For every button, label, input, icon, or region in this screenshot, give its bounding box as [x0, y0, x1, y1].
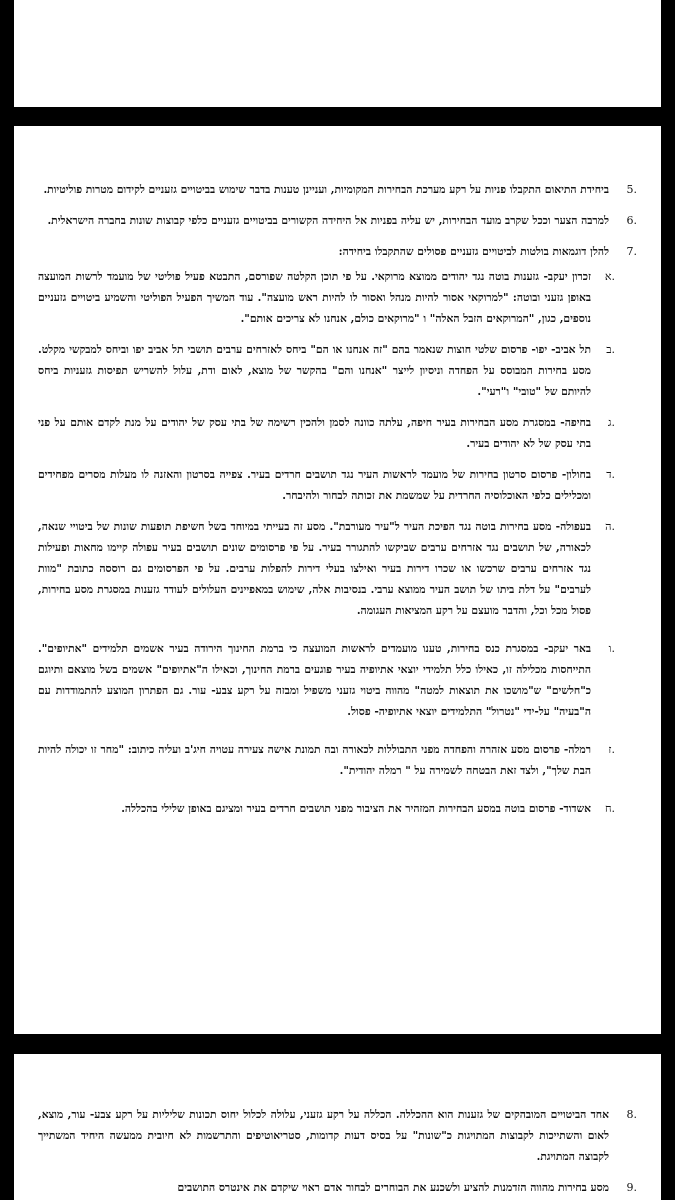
item-text: ביחידת התיאום התקבלו פניות על רקע מערכת הבחירות המקומיות, ועניינן טענות בדבר שימוש בביטויים גזעניים לקידום מטרות פוליטיות.: [43, 183, 609, 196]
sub-item-text: באר יעקב- במסגרת כנס בחירות, טענו מועמדים לראשות המועצה כי ברמת החינוך הירודה בעיר אשמים תלמידים "אתיופים". התייחסות מכלילה זו, כאילו כלל תלמידי יוצאי אתיופיה בעיר פוגעים ברמת החינוך, וכאילו ה"אתיופים" אשמים בשל מוצאם ותיוגם כ"חלשים" ש"מושכו את תוצאות למטה" מהווה ביטוי גזעני משפיל ומבזה על רקע צבע- עור. גם הפתרון המוצע להתמודדות עם ה"בעיה" על-ידי "נטרול" התלמידים יוצאי אתיופיה- פסול.: [38, 642, 591, 718]
item-number: 6.: [626, 214, 637, 227]
sub-item-text: תל אביב- יפו- פרסום שלטי חוצות שנאמר בהם "זה אנחנו או הם" ביחס לאזרחים ערבים תושבי תל אביב יפו וביחס למבקשי מקלט. מסע בחירות המבוסס על הפחדה וניסיון לייצר "אנחנו והם" בהקשר של מוצא, לאום ודת, עלול להשריש תפיסות גזעניות ביחס להיותם של "טובי" ו"רעי".: [38, 343, 591, 398]
sub-item-text: בחיפה- במסגרת מסע הבחירות בעיר חיפה, עלתה כוונה לסמן ולהכין רשימה של בתי עסק של יהודים על מנת לקדם אותם על פני בתי עסק של לא יהודים בעיר.: [38, 416, 591, 450]
document-page-current: [14, 126, 661, 1034]
sub-item-letter: ד.: [606, 468, 615, 481]
list-item: [38, 241, 637, 262]
list-item: [38, 1104, 637, 1167]
item-text: מסע בחירות מהווה הזדמנות להציע ולשכנע את הבוחרים לבחור אדם ראוי שיקדם את אינטרס התושבים: [177, 1181, 609, 1194]
sub-item-text: רמלה- פרסום מסע אזהרה והפחדה מפני התבוללות לכאורה ובה תמונת אישה צעירה עטויה חיג'ב ועליה כיתוב: "מחר זו יכולה להיות הבת שלך", ולצד זאת הבטחה לשמירה על " רמלה יהודית".: [38, 743, 591, 777]
document-page-next: [14, 1054, 661, 1200]
list-item: [38, 179, 637, 200]
sub-list-item: [38, 638, 615, 722]
item-number: 5.: [626, 183, 637, 196]
sub-list-item: [38, 266, 615, 329]
sub-item-letter: ז.: [608, 743, 615, 756]
page-content: [38, 179, 637, 829]
sub-item-letter: ג.: [607, 416, 615, 429]
sub-list-item: [38, 412, 615, 454]
item-number: 7.: [626, 245, 637, 258]
sub-item-letter: ח.: [604, 802, 615, 815]
sub-list-item: [38, 798, 615, 819]
sub-item-text: אשדוד- פרסום בוטה במסע הבחירות המזהיר את הציבור מפני תושבים חרדים בעיר ומציגם באופן שלילי בהכללה.: [121, 802, 591, 815]
sub-item-letter: ב.: [606, 343, 615, 356]
sub-item-text: בעפולה- מסע בחירות בוטה נגד הפיכת העיר ל"עיר מעורבת". מסע זה בעייתי במיוחד בשל חשיפת תופעות שונות של ביטויי שנאה, לכאורה, של תושבים נגד אזרחים ערבים שביקשו להתגורר בעיר. על פי פרסומים שונים תושבים בעיר עפולה קיימו מחאות ופעילות נגד אזרחים ערבים שרכשו או שכרו דירות בעיר ואילצו בעלי דירות להפלות ערבים. על פי הפרסומים גם רוססה כתובת "מוות לערבים" על דלת ביתו של תושב העיר ממוצא ערבי. בנסיבות אלה, שימוש במאפיינים העלולים לעודד גזענות במסגרת מסע בחירות, פסול מכל וכל, והדבר מועצם על רקע המציאות העגומה.: [38, 520, 591, 617]
list-item: [38, 1177, 637, 1198]
item-text: אחד הביטויים המובהקים של גזענות הוא ההכללה. הכללה על רקע גזעני, עלולה לכלול יחוס תכונות שליליות על רקע צבע- עור, מוצא, לאום והשתייכות לקבוצות המתויגות כ"שונות" על בסיס דעות קדומות, סטריאוטיפים והתרשמות לא חיובית ממעשה היחיד המשתייך לקבוצה המתויגת.: [38, 1108, 609, 1163]
sub-item-letter: א.: [604, 270, 615, 283]
sub-list-item: [38, 516, 615, 621]
document-page-previous: [14, 0, 661, 107]
sub-item-letter: ה.: [605, 520, 615, 533]
sub-item-text: זכרון יעקב- גזענות בוטה נגד יהודים ממוצא מרוקאי. על פי תוכן הקלטה שפורסם, התבטא פעיל פוליטי של מועמד לרשות המועצה באופן גזעני ובוטה: "למרוקאי אסור להיות מנהל ואסור לו להיות ראש מועצה". עוד המשיך הפעיל הפוליטי והשמיע ביטויים גזעניים נוספים, כגון, "המרוקאים הזבל האלה" ו "מרוקאים כולם, אנחנו לא צריכים אותם".: [38, 270, 591, 325]
page-content: [38, 1104, 637, 1200]
item-number: 9.: [626, 1181, 637, 1194]
sub-list-item: [38, 339, 615, 402]
list-item: [38, 210, 637, 231]
sub-item-text: בחולון- פרסום סרטון בחירות של מועמד לראשות העיר נגד תושבים חרדים בעיר. צפייה בסרטון והאזנה לו מעלות מסרים מפחידים ומכלילים כלפי האוכלוסיה החרדית על שמשמת את זכותה לבחור ולהיבחר.: [38, 468, 591, 502]
item-number: 8.: [626, 1108, 637, 1121]
item-text: להלן דוגמאות בולטות לביטויים גזעניים פסולים שהתקבלו ביחידה:: [338, 245, 609, 258]
item-text: למרבה הצער וככל שקרב מועד הבחירות, יש עליה בפניות אל היחידה הקשורים בביטויים גזעניים כלפי קבוצות שונות בחברה הישראלית.: [47, 214, 609, 227]
sub-item-letter: ו.: [608, 642, 615, 655]
sub-list-item: [38, 739, 615, 781]
sub-list-item: [38, 464, 615, 506]
